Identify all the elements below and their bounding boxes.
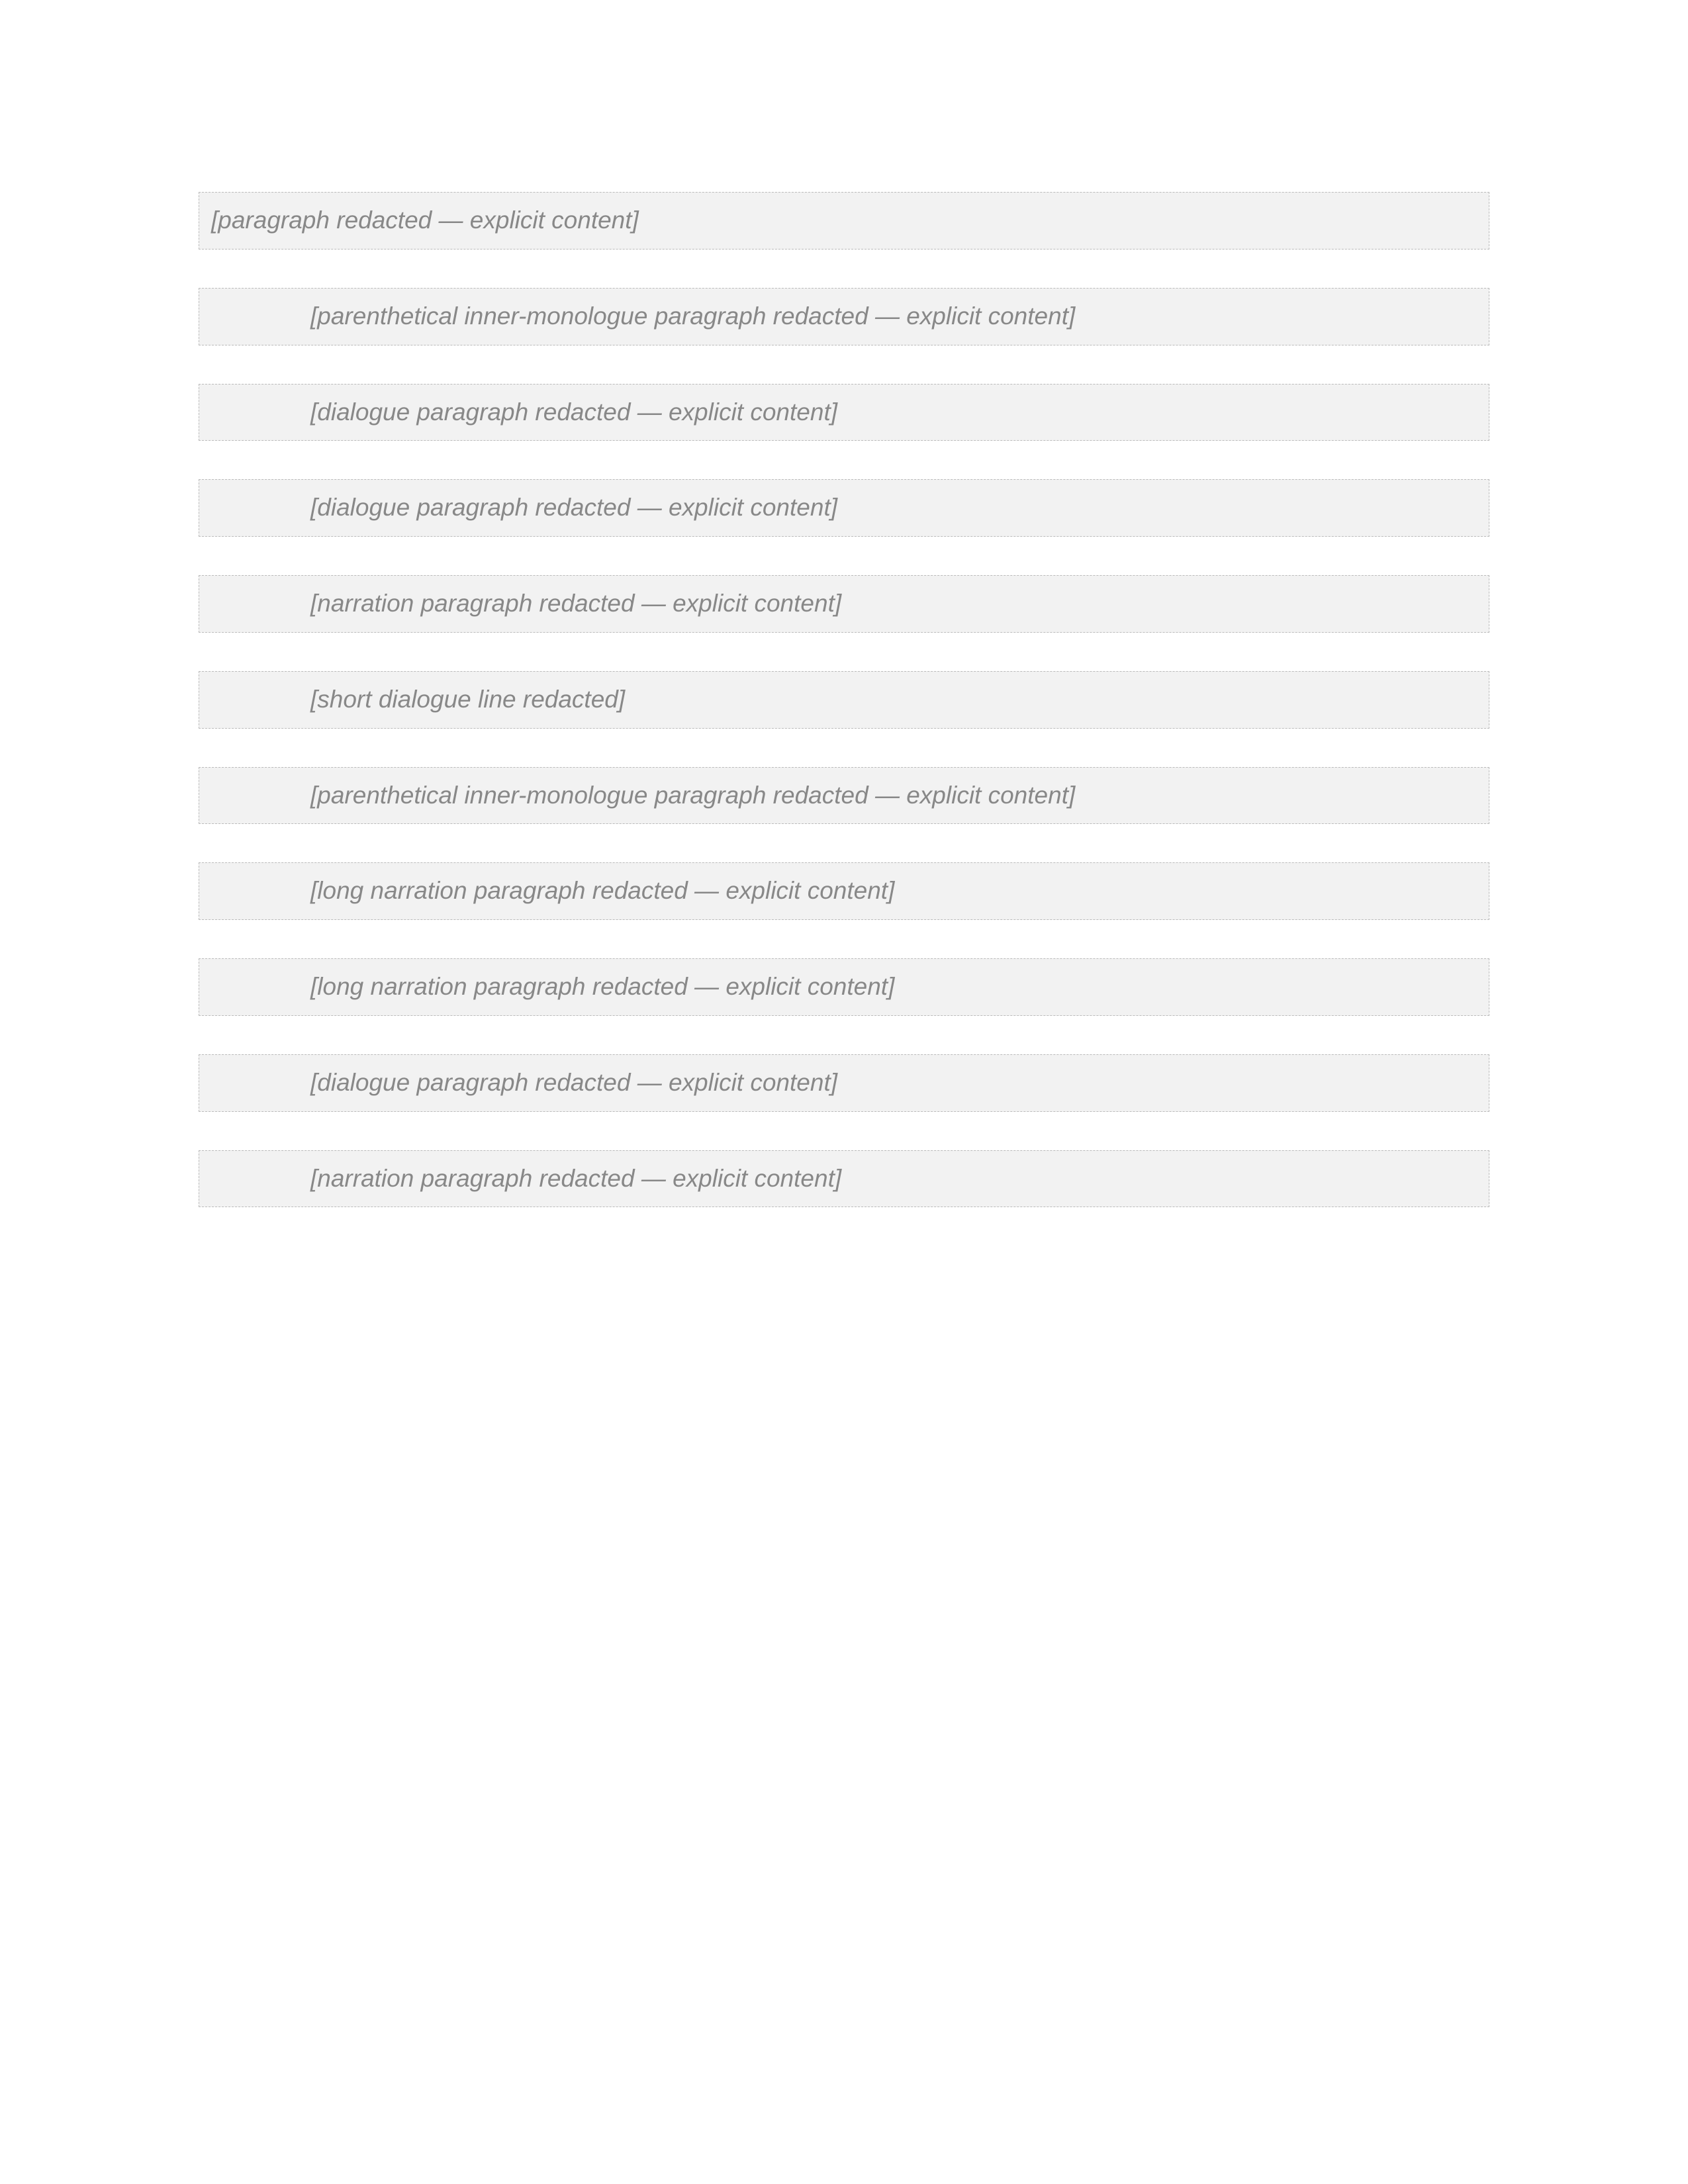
redacted-text: [dialogue paragraph redacted — explicit content] <box>199 479 1489 537</box>
paragraph-2 <box>199 288 1489 345</box>
paragraph-10 <box>199 1054 1489 1112</box>
redacted-text: [dialogue paragraph redacted — explicit content] <box>199 1054 1489 1112</box>
redacted-text: [parenthetical inner-monologue paragraph redacted — explicit content] <box>199 767 1489 825</box>
paragraph-3 <box>199 384 1489 441</box>
body-text <box>199 192 1489 1207</box>
redacted-text: [narration paragraph redacted — explicit content] <box>199 575 1489 633</box>
paragraph-1 <box>199 192 1489 250</box>
redacted-text: [long narration paragraph redacted — explicit content] <box>199 958 1489 1016</box>
paragraph-4 <box>199 479 1489 537</box>
paragraph-7 <box>199 767 1489 825</box>
paragraph-5 <box>199 575 1489 633</box>
redacted-text: [narration paragraph redacted — explicit content] <box>199 1150 1489 1208</box>
paragraph-9 <box>199 958 1489 1016</box>
redacted-text: [long narration paragraph redacted — explicit content] <box>199 862 1489 920</box>
paragraph-8 <box>199 862 1489 920</box>
redacted-text: [short dialogue line redacted] <box>199 671 1489 729</box>
redacted-text: [paragraph redacted — explicit content] <box>199 192 1489 250</box>
redacted-text: [parenthetical inner-monologue paragraph redacted — explicit content] <box>199 288 1489 345</box>
paragraph-11 <box>199 1150 1489 1208</box>
redacted-text: [dialogue paragraph redacted — explicit content] <box>199 384 1489 441</box>
paragraph-6 <box>199 671 1489 729</box>
